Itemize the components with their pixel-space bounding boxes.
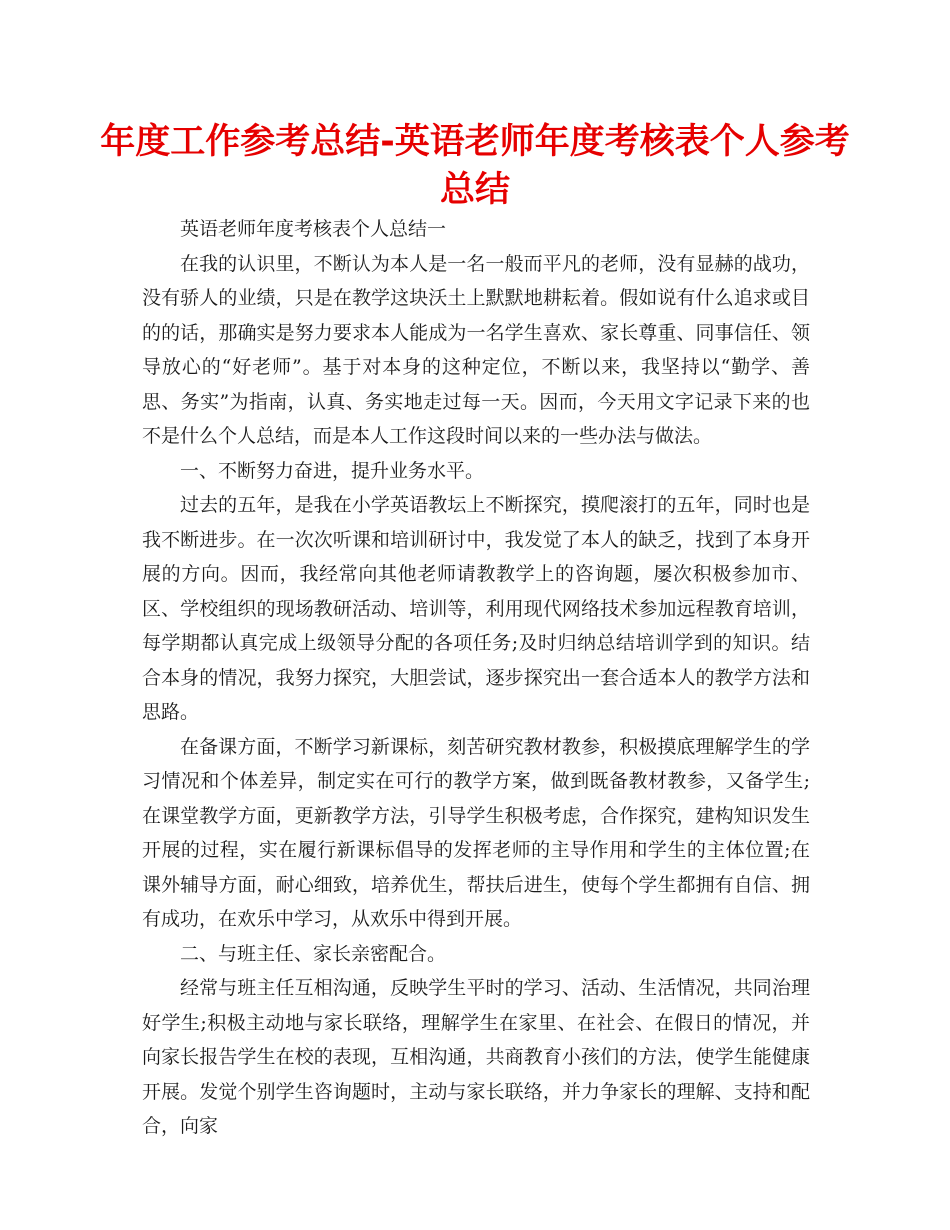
document-title: 年度工作参考总结-英语老师年度考核表个人参考总结 (100, 122, 850, 210)
paragraph: 在备课方面，不断学习新课标，刻苦研究教材教参，积极摸底理解学生的学习情况和个体差异，制定实在可行的教学方案，做到既备教材教参，又备学生;在课堂教学方面，更新教学方法，引导学生积极考虑，合作探究，建构知识发生开展的过程，实在履行新课标倡导的发挥老师的主导作用和学生的主体位置;在课外辅导方面，耐心细致，培养优生，帮扶后进生，使每个学生都拥有自信、拥有成功，在欢乐中学习，从欢乐中得到开展。 (142, 735, 810, 930)
section-heading: 英语老师年度考核表个人总结一 (180, 218, 447, 240)
paragraph: 过去的五年，是我在小学英语教坛上不断探究，摸爬滚打的五年，同时也是我不断进步。在一次次听课和培训研讨中，我发觉了本人的缺乏，找到了本身开展的方向。因而，我经常向其他老师请教教学上的咨询题，屡次积极参加市、区、学校组织的现场教研活动、培训等，利用现代网络技术参加远程教育培训，每学期都认真完成上级领导分配的各项任务;及时归纳总结培训学到的知识。结合本身的情况，我努力探究，大胆尝试，逐步探究出一套合适本人的教学方法和思路。 (142, 494, 810, 723)
paragraph: 经常与班主任互相沟通，反映学生平时的学习、活动、生活情况，共同治理好学生;积极主动地与家长联络，理解学生在家里、在社会、在假日的情况，并向家长报告学生在校的表现，互相沟通，共商教育小孩们的方法，使学生能健康开展。发觉个别学生咨询题时，主动与家长联络，并力争家长的理解、支持和配合，向家 (142, 977, 810, 1137)
section-heading: 一、不断努力奋进，提升业务水平。 (180, 459, 485, 482)
paragraph: 在我的认识里，不断认为本人是一名一般而平凡的老师，没有显赫的战功，没有骄人的业绩，只是在教学这块沃土上默默地耕耘着。假如说有什么追求或目的的话，那确实是努力要求本人能成为一名学生喜欢、家长尊重、同事信任、领导放心的“好老师”。基于对本身的这种定位，不断以来，我坚持以“勤学、善思、务实”为指南，认真、务实地走过每一天。因而，今天用文字记录下来的也不是什么个人总结，而是本人工作这段时间以来的一些办法与做法。 (142, 252, 810, 447)
document-body (142, 212, 810, 1144)
section-heading: 二、与班主任、家长亲密配合。 (180, 942, 447, 965)
